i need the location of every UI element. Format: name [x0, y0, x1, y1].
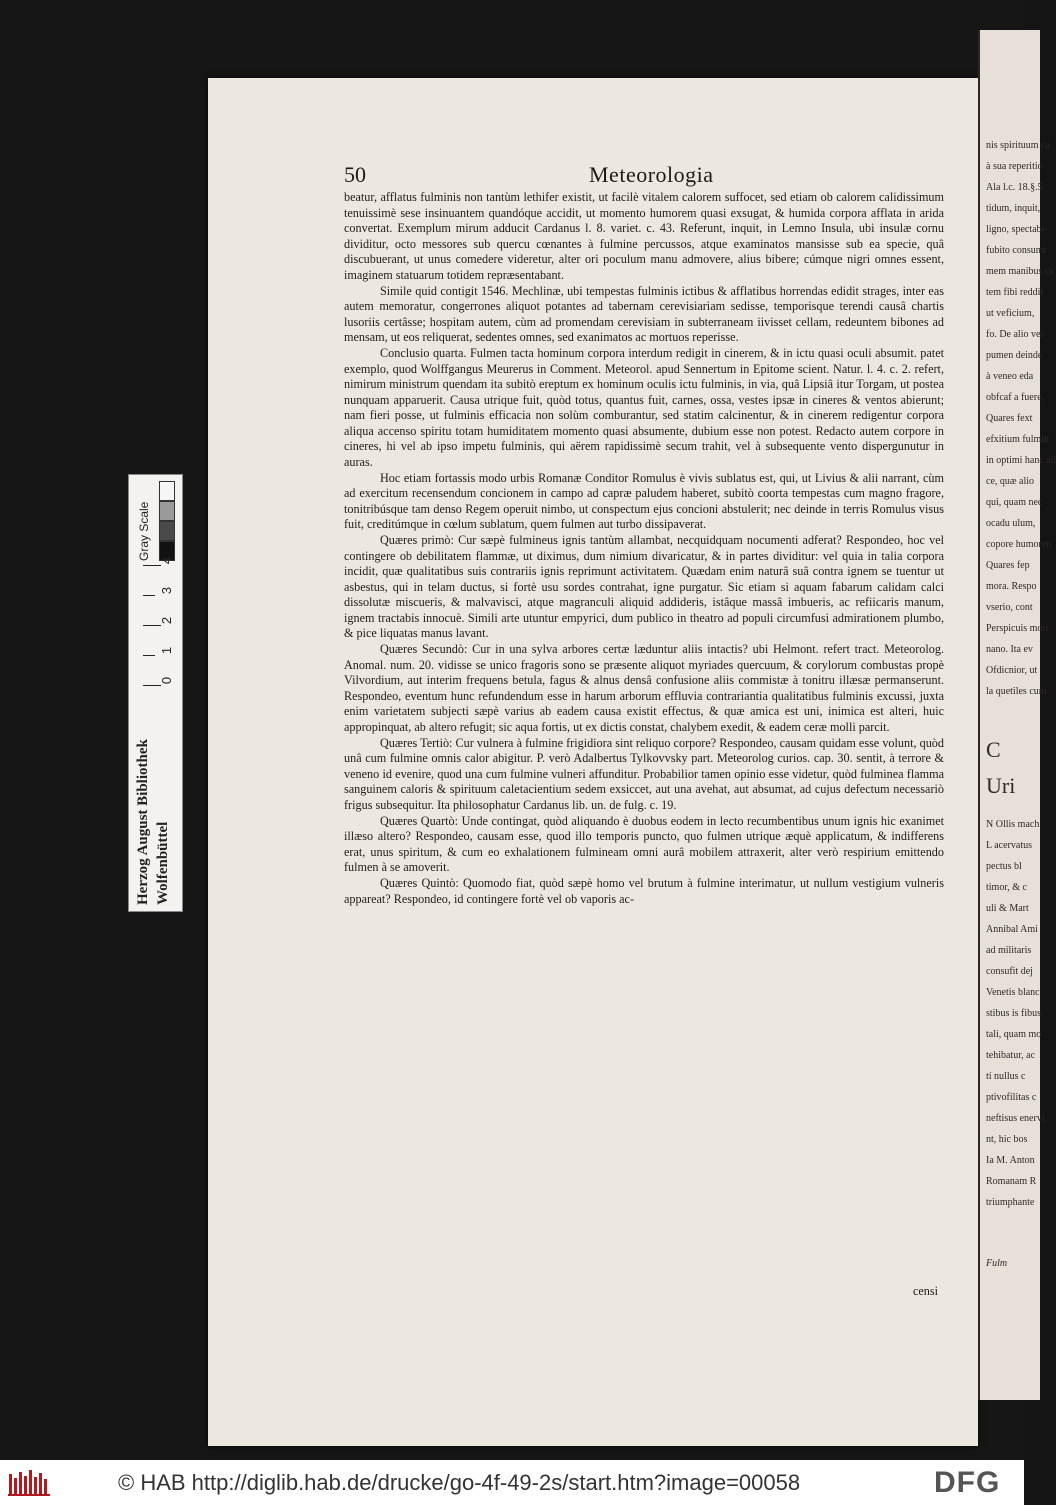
facing-page-line: fubito consumi [986, 245, 1047, 256]
facing-page-line: ce, quæ alio [986, 476, 1035, 487]
institution-city: Wolfenbüttel [155, 821, 171, 905]
facing-page-line: nt, hic bos [986, 1134, 1028, 1145]
gray-scale-ruler [128, 474, 183, 912]
ruler-ticks [135, 556, 175, 695]
facing-page-line: neftisus enervi [986, 1113, 1045, 1124]
facing-page-line: Quares fext [986, 413, 1033, 424]
tick-mark [143, 625, 161, 626]
tick-mark [143, 565, 161, 566]
paragraph: beatur, afflatus fulminis non tantùm lethifer existit, ut facilè vitalem calorem suffocet, sed etiam ob calorem calidissimum tenuissimè sese insinuantem quandóque accidit, ut momento humorem quasi exsugat, & humida corpora afflata in arida convertat. Exemplum mirum adducit Cardanus l. 8. variet. c. 43. Referunt, inquit, in Lemno Insula, ubi insulæ cornu dividitur, octo messores sub quercu cœnantes à fulmine percussos, atque examinatos mansisse sub ea specie, quâ discubuerant, ut unus comedere videretur, alter ori poculum manu admovere, alius bibere; cúmque nigri omnes essent, imaginem statuarum totidem repræsentabant. [344, 190, 944, 282]
facing-page-line: tem fibi reddit [986, 287, 1044, 298]
facing-page-line: fo. De alio ver [986, 329, 1044, 340]
institution-name: Herzog August Bibliothek [135, 739, 151, 905]
facing-page-line: Annibal Ami [986, 924, 1038, 935]
facing-page-line: L acervatus [986, 840, 1032, 851]
paragraph: Hoc etiam fortassis modo urbis Romanæ Conditor Romulus è vivis sublatus est, qui, ut Livius & alii narrant, cùm ad exercitum recensendum concionem in campo ad capræ paludem haberet, subitò coorta tempestas cum magno fragore, tonitribúsque tam denso Regem operuit nimbo, ut conspectum ejus concioni abstulerit; nec deinde in terris Romulus visus fuit, creditúmque in cœlum sublatum, quem fulmen aut turbo dissipaverat. [344, 470, 944, 531]
facing-page-line: mem manibus ca [986, 266, 1054, 277]
facing-page-line: ligno, spectabi- [986, 224, 1048, 235]
paragraph: Quæres primò: Cur sæpè fulmineus ignis tantùm allambat, necquidquam nocumenti adferat? Respondeo, hoc vel contingere ob debilitatem flammæ, ut diximus, dum nimium divaricatur, & in partes dividitur: vel quia in talia corpora incidit, quæ qualitatibus suis contrariis ignis reprimunt activitatem. Quædam enim naturâ suâ contra ignem se tuentur ut asbestus, qui in telam ductus, si fortè usu sordes contrahat, igne purgatur. Sic etiam si aquam fabarum calidam calci dissolutæ miscueris, & malvavisci, atque magranculi aliquid addideris, istâque massâ imbueris, ac refiicaris manum, ignem tractabis innocuè. Simili arte utuntur empyrici, dum publico in theatro ad populi circumfusi admirationem plumbo, & pice liquatas manus lavant. [344, 533, 944, 640]
facing-page-heading: Uri [986, 773, 1016, 798]
tick-label: 3 [159, 586, 175, 595]
facing-page-line: ad militaris [986, 945, 1032, 956]
facing-page-line: pectus bl [986, 861, 1022, 872]
facing-page-edge [978, 30, 1056, 1400]
facing-page-heading: C [986, 737, 1001, 762]
facing-page-line: efxitium fulmin [986, 434, 1050, 445]
book-page [208, 78, 978, 1446]
facing-page-line: Venetis blanc [986, 987, 1040, 998]
facing-page-line: Quares fep [986, 560, 1030, 571]
facing-page-line: consufit dej [986, 966, 1033, 977]
facing-page-line: nis spirituum ca [986, 140, 1050, 151]
facing-page-line: vserio, cont [986, 602, 1033, 613]
facing-page-line: tehibatur, ac [986, 1050, 1036, 1061]
paragraph: Conclusio quarta. Fulmen tacta hominum corpora interdum redigit in cinerem, & in ictu quasi oculi absumit. patet exemplo, quod Wolffgangus Meurerus in Comment. Meteorol. apud Sennertum in Epitome scient. Natur. l. 4. c. 2. refert, nimirum ministrum quendam ita subitò ereptum ex hominum oculis ictu fulminis, in via, quâ Lipsiâ itur Torgam, ut postea nunquam apparuerit. Causa utrique fuit, quòd totus, quantus fuit, carnes, ossa, vestes ipsæ in cineres & ventos abierunt; nam fieri posse, ut fulminis efficacia non solùm comburantur, sed statim calcinentur, & in cinerem redigentur corpora aliqua accenso spiritu totam humiditatem momento quasi absumente, dubium esse non potest. Redacto autem corpore in cineres, hi vel ab ipso impetu fulminis, qui aërem rapidissimè secum trahit, vel à subsequente vento dispergunutur in auras. [344, 346, 944, 469]
paragraph: Simile quid contigit 1546. Mechlinæ, ubi tempestas fulminis ictibus & afflatibus horrendas edidit strages, inter eas autem memoratur, congerrones aliquot potantes ad tabernam cerevisiariam sedisse, temporisque terendi causâ chartis lusoriis certâsse; hospitam autem, cùm ad promendam cerevisiam in subterraneam iivisset cellam, redeuntem bibones ad mensam, ut eos reliquerat, sedentes omnes, sed exanimatos ac mortuos reperisse. [344, 283, 944, 344]
facing-page-line: copore humoren [986, 539, 1052, 550]
facing-page-line: tali, quam mo [986, 1029, 1042, 1040]
page-number: 50 [344, 162, 366, 187]
gray-patch [159, 481, 175, 501]
running-title: Meteorologia [589, 162, 714, 187]
tick-label: 1 [159, 646, 175, 655]
hab-logo-icon [8, 1468, 52, 1498]
facing-page-line: uli & Mart [986, 903, 1029, 914]
paragraph: Quæres Tertiò: Cur vulnera à fulmine frigidiora sint reliquo corpore? Respondeo, causam quidam esse volunt, quòd unâ cum fulmine omnis calor abigitur. P. verò Adalbertus Tylkovvsky part. Meteorolog curios. cap. 30. sentit, à terrore & veneno id evenire, quod una cum fulmine vulneri affunditur. Probabilior tamen opinio esse videtur, quòd fulminea flamma sanguinem caloris & spirituum caletacientium sedem exsiccet, aut una avehat, aut absumat, ad cujus defectum necessariò frigus subsequitur. Ita philosophatur Cardanus lib. un. de fulg. c. 19. [344, 735, 944, 812]
copyright-link[interactable]: © HAB http://diglib.hab.de/drucke/go-4f-49-2s/start.htm?image=00058 [118, 1470, 801, 1495]
tick-mark [143, 685, 161, 686]
facing-page-line: tidum, inquit, [986, 203, 1041, 214]
facing-page-line: timor, & c [986, 882, 1027, 893]
tick-label: 2 [159, 616, 175, 625]
facing-page-line: stibus is fibus [986, 1008, 1042, 1019]
gray-patch [159, 521, 175, 541]
dfg-logo: DFG [934, 1466, 1001, 1499]
tick-mark [143, 595, 155, 596]
facing-page-line: nano. Ita ev [986, 644, 1033, 655]
tick-label: 0 [159, 676, 175, 685]
paragraph: Quæres Quintò: Quomodo fiat, quòd sæpè homo vel brutum à fulmine interimatur, ut nullum vestigium vulneris appareat? Respondeo, id contingere fortè vel ob vaporis ac- [344, 876, 944, 906]
facing-page-line: in optimi hanc all [986, 455, 1056, 466]
facing-page-line: triumphante [986, 1197, 1035, 1208]
facing-page-footer-word: Fulm [986, 1258, 1008, 1269]
facing-page-line: pumen deinde [986, 350, 1043, 361]
page-header [344, 162, 944, 192]
facing-page-line: Perspicuis mort [986, 623, 1049, 634]
paragraph: Quæres Secundò: Cur in una sylva arbores certæ læduntur aliis intactis? ubi Helmont. refert tract. Meteorolog. Anomal. num. 20. vidisse se unico fragoris sono se præsente aliquot myriades quercuum, & corylorum combustas propè Vilvordium, aut interim frequens betula, fagus & alnus densâ confusione aliis commistæ à tonitru illæsæ permanserunt. Respondeo, eventum hunc refundendum esse in harum arborum effluvia contrariantia qualitatibus fulminis excussi, juxta enim varietatem subjecti sæpè varius ab eadem causa existit effectus, & quæ amica est uni, inimica est alteri, huic appropinquat, ab altero refugit; sic aqua fortis, ut ex dictis constat, chalybem exedit, & eadem ceræ molli parcit. [344, 642, 944, 734]
gray-patches [159, 481, 175, 561]
body-text [344, 190, 944, 908]
gray-patch [159, 501, 175, 521]
facing-page-line: ocadu ulum, [986, 518, 1036, 529]
catchword: censi [912, 1284, 938, 1298]
facing-page-line: Ia M. Anton [986, 1155, 1035, 1166]
facing-page-line: obfcaf a fuere, [986, 392, 1045, 403]
facing-page-line: mora. Respo [986, 581, 1037, 592]
facing-page-line: Ala l.c. 18.§.5. [986, 182, 1046, 193]
facing-page-line: Ofdicnior, ut [986, 665, 1038, 676]
institution-label [133, 715, 177, 905]
paragraph: Quæres Quartò: Unde contingat, quòd aliquando è duobus eodem in lecto recumbentibus unum ignis hic exanimet illæso altero? Respondeo, causam esse, quod illo temporis puncto, quo fulmen utrique æquè applicatum, & indifferens erat, unus spiritum, & cum eo exhalationem fulmineam omni aurâ mobilem attraxerit, alter verò respirium emittendo fulmen à se amoverit. [344, 813, 944, 874]
gray-scale-label: Gray Scale [137, 501, 151, 561]
tick-mark [143, 655, 155, 656]
facing-page-line: N Ollis mach [986, 819, 1040, 830]
facing-page-line: à veneo eda [986, 371, 1034, 382]
facing-page-line: tí nullus c [986, 1071, 1026, 1082]
facing-page-line: ptivofilitas c [986, 1092, 1037, 1103]
facing-page-line: la quetiles cum [986, 686, 1047, 697]
facing-page-line: ut veficium, [986, 308, 1035, 319]
tick-label: 4 [159, 556, 175, 565]
footer-bar [0, 1460, 1024, 1505]
facing-page-line: qui, quam nec [986, 497, 1043, 508]
facing-page-line: Romanam R [986, 1176, 1037, 1187]
facing-page-line: à sua reperitio [986, 161, 1043, 172]
